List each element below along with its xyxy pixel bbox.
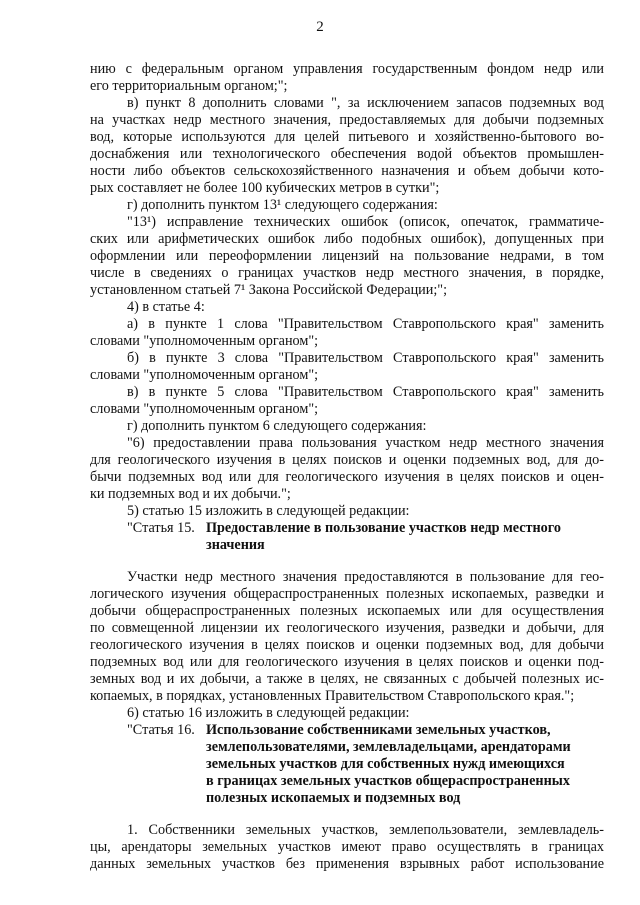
text-line: данных земельных участков без применения взрывных работ использование: [90, 856, 604, 872]
article-16-title: полезных ископаемых и подземных вод: [206, 790, 461, 806]
text-line: словами "уполномоченным органом";: [90, 333, 319, 349]
text-line: его территориальным органом;";: [90, 78, 288, 94]
text-line: словами "уполномоченным органом";: [90, 401, 319, 417]
text-line: на участках недр местного значения, предоставляемых для добычи подземных: [90, 112, 604, 128]
text-line: бычи подземных вод или для геологического изучения в целях поисков и оцен-: [90, 469, 604, 485]
text-line: вод, которые используются для целей питьевого и хозяйственно-бытового во-: [90, 129, 604, 145]
text-line: 5) статью 15 изложить в следующей редакции:: [127, 503, 410, 519]
text-line: г) дополнить пунктом 13¹ следующего содержания:: [127, 197, 438, 213]
text-line: подземных вод или для геологического изучения в целях поисков и оценки под-: [90, 654, 604, 670]
text-line: г) дополнить пунктом 6 следующего содержания:: [127, 418, 427, 434]
text-line: "13¹) исправление технических ошибок (описок, опечаток, грамматиче-: [127, 214, 604, 230]
article-16-title: Использование собственниками земельных участков,: [206, 722, 551, 738]
text-line: логического изучения общераспространенных полезных ископаемых, разведки и: [90, 586, 604, 602]
text-line: ности либо объектов сельскохозяйственного назначения и объем добычи кото-: [90, 163, 604, 179]
text-line: рых составляет не более 100 кубических метров в сутки";: [90, 180, 440, 196]
text-line: доснабжения или технологического обеспечения водой объектов промышлен-: [90, 146, 604, 162]
article-15-title: значения: [206, 537, 265, 553]
text-line: числе в сведениях о границах участков недр местного значения, в порядке,: [90, 265, 604, 281]
text-line: установленном статьей 7¹ Закона Российской Федерации;";: [90, 282, 448, 298]
text-line: копаемых, в порядках, установленных Правительством Ставропольского края.";: [90, 688, 575, 704]
text-line: а) в пункте 1 слова "Правительством Ставропольского края" заменить: [127, 316, 604, 332]
article-15-title: Предоставление в пользование участков недр местного: [206, 520, 561, 536]
page-number: 2: [316, 19, 324, 35]
text-line: 6) статью 16 изложить в следующей редакции:: [127, 705, 410, 721]
text-line: земных вод и их добычи, а также в целях, не связанных с добычей полезных ис-: [90, 671, 604, 687]
text-line: геологического изучения в целях поисков и оценки подземных вод, для добычи: [90, 637, 604, 653]
text-line: Участки недр местного значения предоставляются в пользование для гео-: [127, 569, 604, 585]
text-line: 4) в статье 4:: [127, 299, 205, 315]
text-line: в) в пункте 5 слова "Правительством Ставропольского края" заменить: [127, 384, 604, 400]
text-line: ских или арифметических ошибок либо подобных ошибок), допущенных при: [90, 231, 604, 247]
article-16-title: землепользователями, землевладельцами, арендаторами: [206, 739, 571, 755]
text-line: в) пункт 8 дополнить словами ", за исключением запасов подземных вод: [127, 95, 604, 111]
article-16-title: земельных участков для собственных нужд имеющихся: [206, 756, 565, 772]
text-line: 1. Собственники земельных участков, землепользователи, землевладель-: [127, 822, 604, 838]
text-line: б) в пункте 3 слова "Правительством Ставропольского края" заменить: [127, 350, 604, 366]
text-line: по совмещенной лицензии их геологического изучения, разведки и добычи, для: [90, 620, 604, 636]
text-line: словами "уполномоченным органом";: [90, 367, 319, 383]
article-15-label: "Статья 15.: [127, 520, 195, 536]
text-line: ки подземных вод и их добычи.";: [90, 486, 291, 502]
text-line: нию с федеральным органом управления государственным фондом недр или: [90, 61, 604, 77]
text-line: оформлении или переоформлении лицензий на пользование недрами, в том: [90, 248, 604, 264]
article-16-label: "Статья 16.: [127, 722, 195, 738]
article-16-title: в границах земельных участков общераспространенных: [206, 773, 570, 789]
text-line: "6) предоставлении права пользования участком недр местного значения: [127, 435, 604, 451]
text-line: цы, арендаторы земельных участков имеют право осуществлять в границах: [90, 839, 604, 855]
text-line: для геологического изучения в целях поисков и оценки подземных вод, для до-: [90, 452, 604, 468]
text-line: добычи общераспространенных полезных ископаемых или для осуществления: [90, 603, 604, 619]
